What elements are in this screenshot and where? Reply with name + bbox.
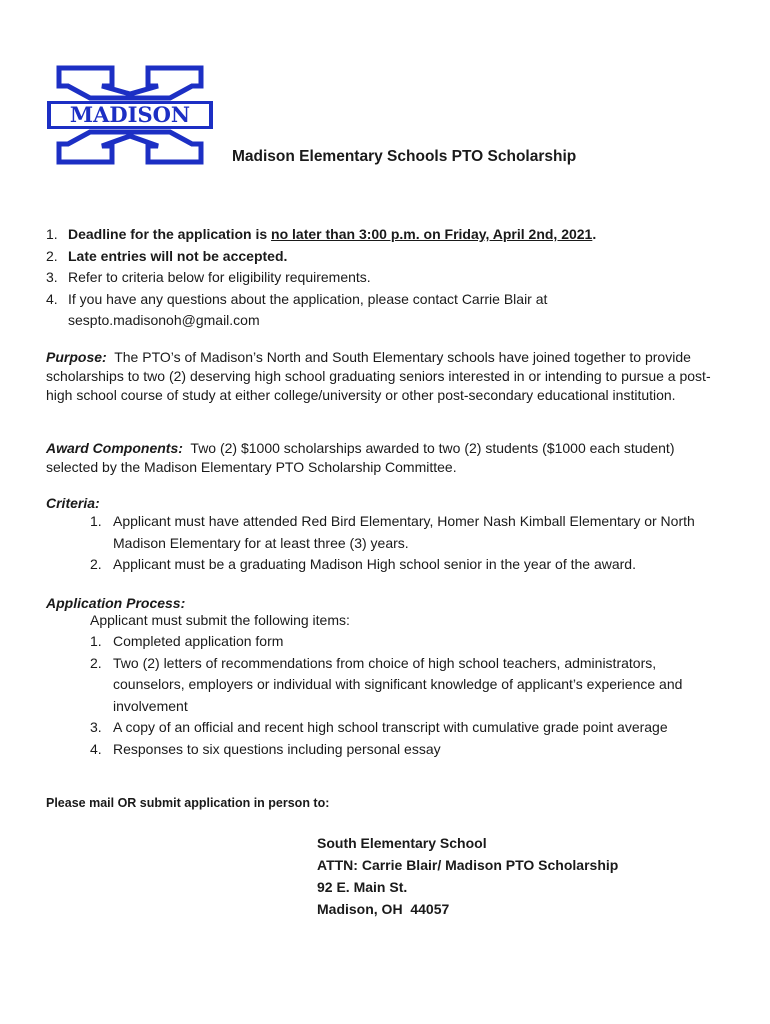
deadline-text: no later than 3:00 p.m. on Friday, April 2nd, 2021 (271, 226, 593, 242)
application-intro: Applicant must submit the following items: (90, 612, 350, 628)
address-line: 92 E. Main St. (317, 879, 408, 895)
list-item: 3. A copy of an official and recent high school transcript with cumulative grade point average (90, 719, 668, 735)
list-item: 2. Two (2) letters of recommendations from choice of high school teachers, administrators, counselors, employers or individual with significant knowledge of applicant’s experience and involvement (90, 654, 683, 714)
address-line: South Elementary School (317, 835, 487, 851)
list-item: 3. Refer to criteria below for eligibility requirements. (46, 269, 371, 285)
criteria-list (90, 511, 730, 576)
mail-instructions: Please mail OR submit application in person to: (46, 796, 330, 810)
list-item: 2. Late entries will not be accepted. (46, 247, 288, 264)
svg-text:MADISON: MADISON (69, 102, 191, 127)
purpose-section: Purpose: The PTO’s of Madison’s North and South Elementary schools have joined together to provide scholarships to two (2) deserving high school graduating seniors interested in or intending to pursue a post-high school course of study at either college/university or other post-secondary educational institution. (46, 349, 711, 403)
list-item: 4. Responses to six questions including personal essay (90, 740, 441, 757)
mailing-address (317, 832, 618, 920)
list-item: 1. Completed application form (90, 633, 284, 649)
application-list (90, 631, 730, 760)
instructions-list (46, 224, 596, 332)
list-item: 2. Applicant must be a graduating Madison High school senior in the year of the award. (90, 556, 636, 572)
address-line: ATTN: Carrie Blair/ Madison PTO Scholarship (317, 857, 619, 873)
address-line: Madison, OH 44057 (317, 901, 450, 917)
contact-email: sespto.madisonoh@gmail.com (68, 312, 260, 328)
award-section: Award Components: Two (2) $1000 scholarships awarded to two (2) students ($1000 each student) selected by the Madison Elementary PTO Scholarship Committee. (46, 440, 675, 475)
page-title: Madison Elementary Schools PTO Scholarship (232, 148, 577, 165)
list-item: 1. Applicant must have attended Red Bird Elementary, Homer Nash Kimball Elementary or North Madison Elementary for at least three (3) years. (90, 513, 695, 551)
madison-logo (44, 64, 216, 166)
list-item: 4. If you have any questions about the application, please contact Carrie Blair at sespto.madisonoh@gmail.com (46, 290, 548, 328)
list-item: 1. Deadline for the application is no later than 3:00 p.m. on Friday, April 2nd, 2021. (46, 226, 597, 242)
criteria-heading: Criteria: (46, 495, 100, 511)
application-heading: Application Process: (46, 595, 186, 611)
